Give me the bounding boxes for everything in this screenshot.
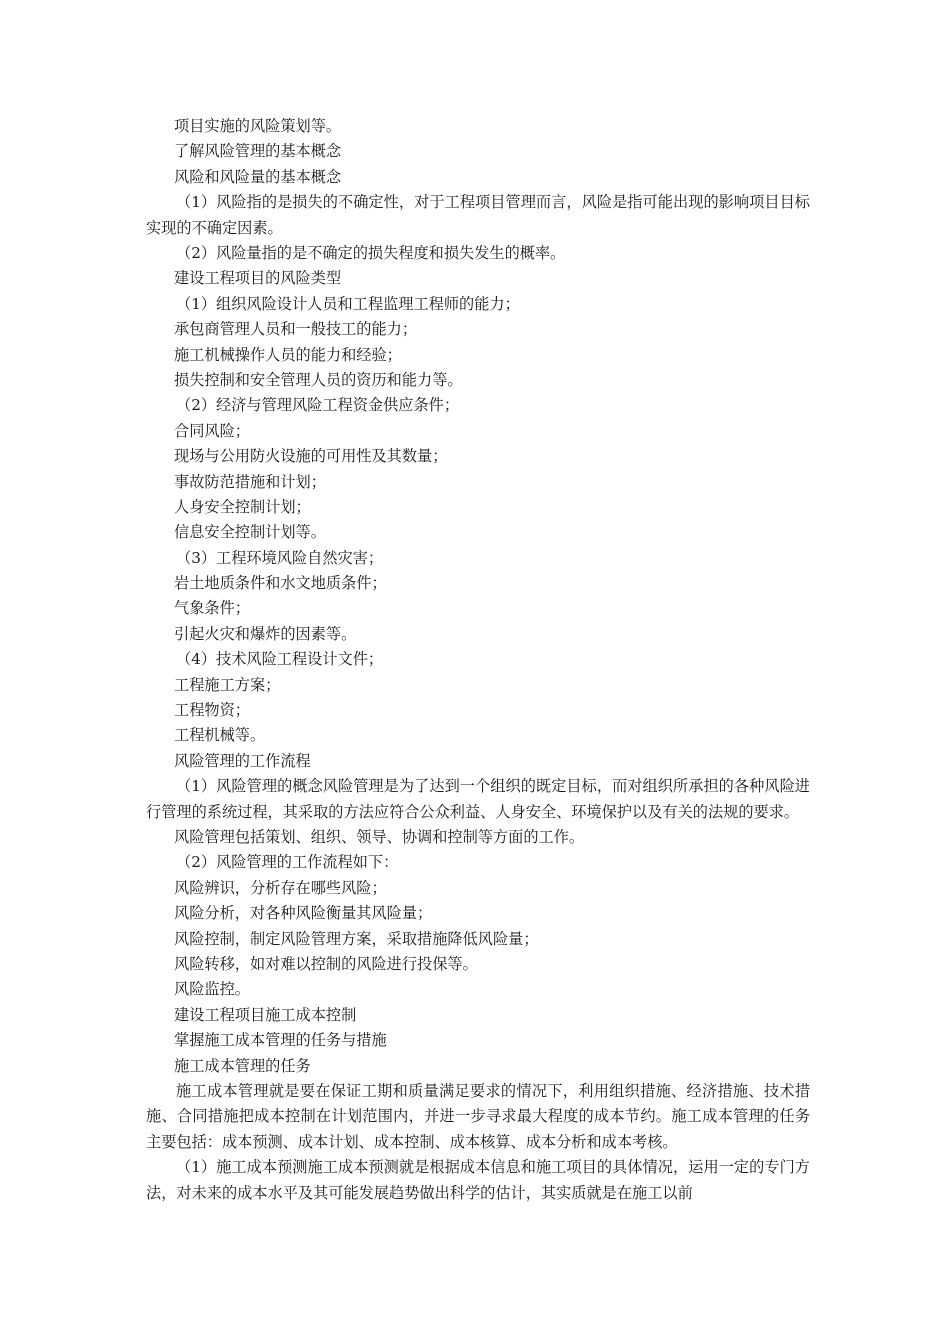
text-line: 项目实施的风险策划等。: [174, 117, 342, 135]
text-line: 风险辨识，分析存在哪些风险；: [174, 878, 387, 897]
text-line: （2）经济与管理风险工程资金供应条件；: [176, 396, 460, 415]
text-line: 建设工程项目施工成本控制: [174, 1005, 357, 1024]
text-line: 工程物资；: [174, 701, 250, 720]
text-line: 人身安全控制计划；: [174, 497, 311, 516]
text-line: 风险分析，对各种风险衡量其风险量；: [174, 904, 433, 923]
text-line: 施工机械操作人员的能力和经验；: [174, 345, 402, 364]
text-line: 风险控制，制定风险管理方案，采取措施降低风险量；: [174, 929, 539, 948]
text-line: 施工成本管理的任务: [174, 1056, 311, 1075]
text-line: 引起火灾和爆炸的因素等。: [174, 624, 357, 643]
paragraph: （1）风险管理的概念风险管理是为了达到一个组织的既定目标，而对组织所承担的各种风险进行管理的系统过程，其采取的方法应符合公众利益、人身安全、环境保护以及有关的法规的要求。: [146, 777, 810, 821]
text-line: （2）风险管理的工作流程如下：: [176, 853, 399, 872]
text-line: 风险管理的工作流程: [174, 751, 311, 770]
text-line: 工程施工方案；: [174, 675, 281, 694]
text-line: 信息安全控制计划等。: [174, 523, 326, 542]
text-line: 事故防范措施和计划；: [174, 472, 326, 491]
text-line: （3）工程环境风险自然灾害；: [176, 548, 384, 567]
text-line: 了解风险管理的基本概念: [174, 142, 342, 161]
text-line: 风险管理包括策划、组织、领导、协调和控制等方面的工作。: [174, 828, 585, 846]
text-line: 岩土地质条件和水文地质条件；: [174, 574, 387, 593]
text-line: 建设工程项目的风险类型: [174, 269, 342, 288]
text-line: （1）组织风险设计人员和工程监理工程师的能力；: [176, 294, 520, 313]
paragraph: 施工成本管理就是要在保证工期和质量满足要求的情况下，利用组织措施、经济措施、技术措施、合同措施把成本控制在计划范围内，并进一步寻求最大程度的成本节约。施工成本管理的任务主要包括：成本预测、成本计划、成本控制、成本核算、成本分析和成本考核。: [146, 1081, 810, 1151]
paragraph: （1）施工成本预测施工成本预测就是根据成本信息和施工项目的具体情况，运用一定的专门方法，对未来的成本水平及其可能发展趋势做出科学的估计，其实质就是在施工以前: [146, 1158, 810, 1202]
text-line: 合同风险；: [174, 421, 250, 440]
text-line: （4）技术风险工程设计文件；: [176, 650, 384, 669]
paragraph: （1）风险指的是损失的不确定性，对于工程项目管理而言，风险是指可能出现的影响项目目标实现的不确定因素。: [146, 193, 810, 237]
text-line: 工程机械等。: [174, 726, 266, 745]
text-line: 现场与公用防火设施的可用性及其数量；: [174, 447, 448, 466]
text-line: 风险转移，如对难以控制的风险进行投保等。: [174, 954, 478, 973]
text-line: 掌握施工成本管理的任务与措施: [174, 1031, 387, 1050]
text-line: 风险和风险量的基本概念: [174, 167, 342, 186]
document-body: [146, 114, 810, 1206]
text-line: 损失控制和安全管理人员的资历和能力等。: [174, 370, 463, 389]
text-line: 承包商管理人员和一般技工的能力；: [174, 320, 417, 339]
text-line: 风险监控。: [174, 980, 250, 999]
text-line: 气象条件；: [174, 599, 250, 618]
text-line: （2）风险量指的是不确定的损失程度和损失发生的概率。: [176, 243, 566, 262]
